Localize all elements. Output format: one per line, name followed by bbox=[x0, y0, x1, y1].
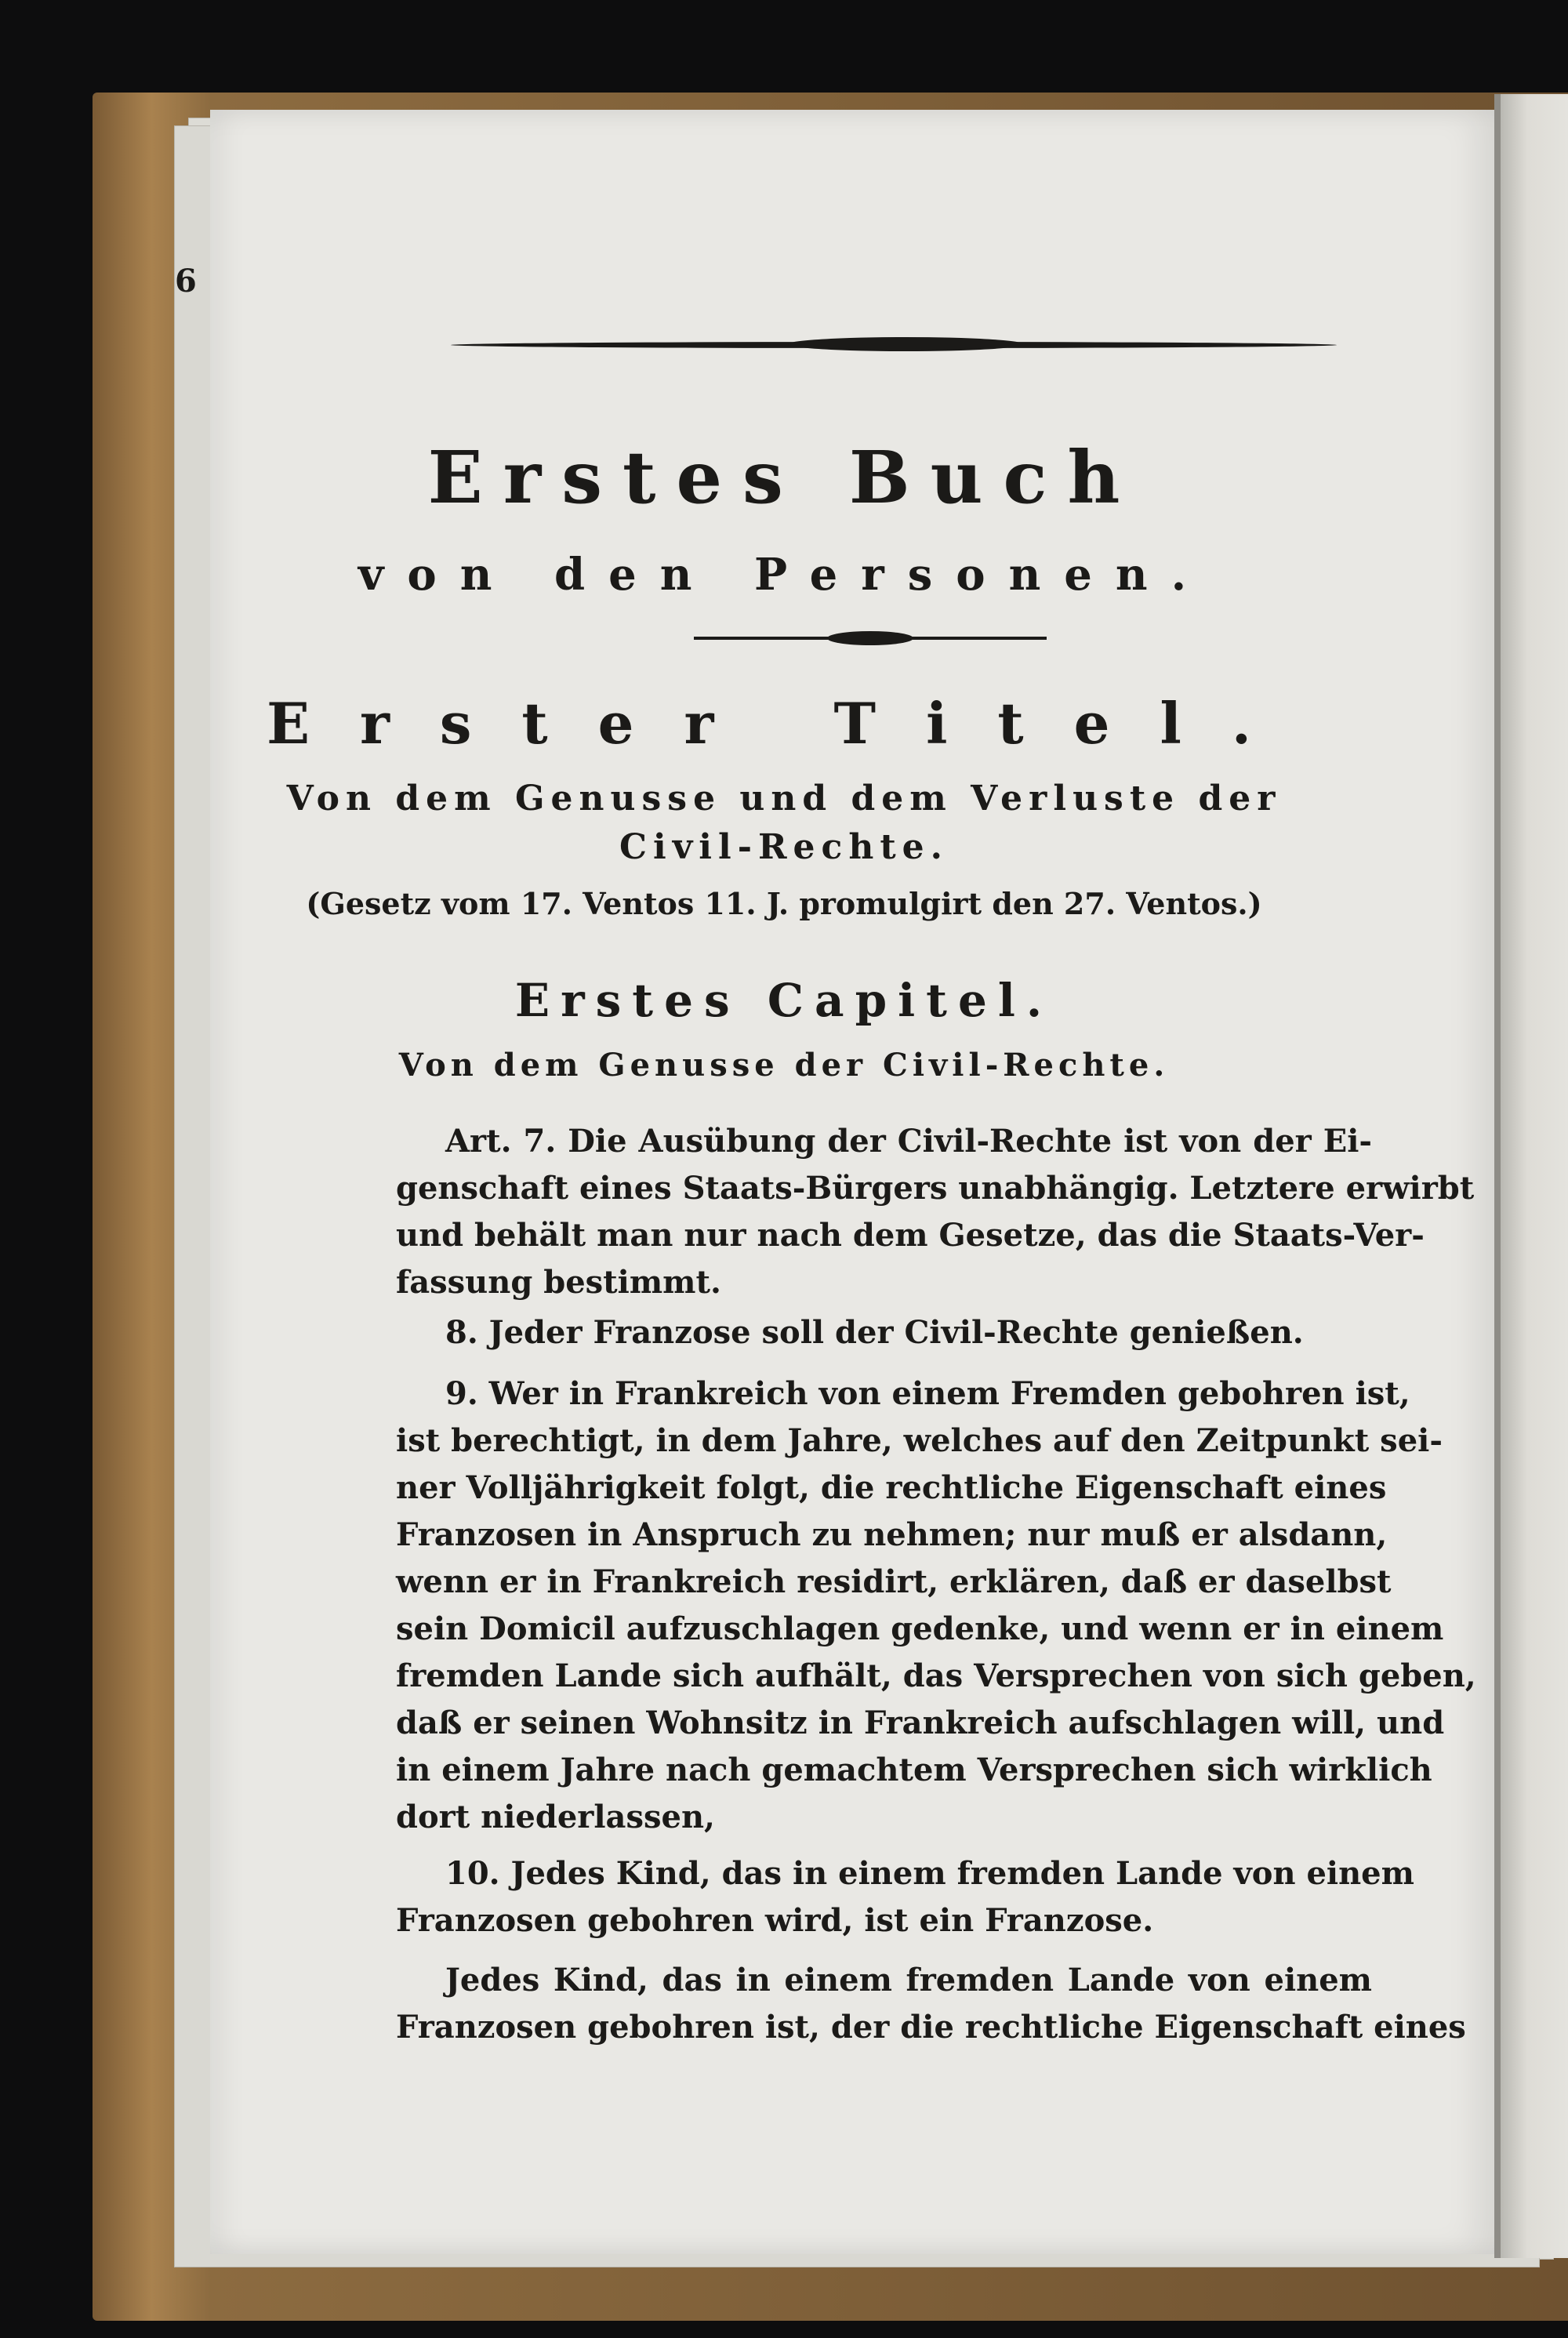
body-line: und behält man nur nach dem Gesetze, das die Staats-Ver- bbox=[396, 1217, 1425, 1254]
body-line: 10. Jedes Kind, das in einem fremden Lande von einem bbox=[445, 1855, 1414, 1892]
law-note: (Gesetz vom 17. Ventos 11. J. promulgirt den 27. Ventos.) bbox=[306, 886, 1262, 921]
title-subheading-line: Von dem Genusse und dem Verluste der bbox=[286, 779, 1282, 819]
body-line: wenn er in Frankreich residirt, erklären, daß er daselbst bbox=[396, 1563, 1392, 1600]
body-line: genschaft eines Staats-Bürgers unabhängig. Letztere erwirbt bbox=[396, 1170, 1475, 1207]
ornament-divider bbox=[694, 637, 1047, 640]
body-line: dort niederlassen, bbox=[396, 1799, 715, 1835]
book-title: Erstes Buch bbox=[427, 435, 1141, 520]
body-line: fassung bestimmt. bbox=[396, 1264, 721, 1301]
body-line: Franzosen in Anspruch zu nehmen; nur muß er alsdann, bbox=[396, 1516, 1388, 1553]
header-rule bbox=[451, 342, 1337, 348]
chapter-subheading: Von dem Genusse der Civil-Rechte. bbox=[398, 1047, 1170, 1084]
title-subheading-line: Civil-Rechte. bbox=[619, 827, 949, 867]
body-line: daß er seinen Wohnsitz in Frankreich aufschlagen will, und bbox=[396, 1704, 1445, 1741]
body-line: fremden Lande sich aufhält, das Versprechen von sich geben, bbox=[396, 1657, 1476, 1694]
body-line: in einem Jahre nach gemachtem Versprechen sich wirklich bbox=[396, 1752, 1432, 1788]
chapter-heading: Erstes Capitel. bbox=[514, 974, 1054, 1027]
page-number: 6 bbox=[175, 263, 197, 300]
body-line: ner Volljährigkeit folgt, die rechtliche Eigenschaft eines bbox=[396, 1469, 1387, 1506]
body-line: 9. Wer in Frankreich von einem Fremden gebohren ist, bbox=[445, 1375, 1410, 1412]
body-line: Franzosen gebohren wird, ist ein Franzose. bbox=[396, 1902, 1154, 1939]
body-line: Jedes Kind, das in einem fremden Lande von einem bbox=[445, 1962, 1372, 1999]
body-line: 8. Jeder Franzose soll der Civil-Rechte genießen. bbox=[445, 1314, 1304, 1351]
body-line: sein Domicil aufzuschlagen gedenke, und wenn er in einem bbox=[396, 1610, 1444, 1647]
body-line: ist berechtigt, in dem Jahre, welches auf den Zeitpunkt sei- bbox=[396, 1422, 1443, 1459]
body-line: Franzosen gebohren ist, der die rechtliche Eigenschaft eines bbox=[396, 2009, 1466, 2046]
body-line: Art. 7. Die Ausübung der Civil-Rechte ist von der Ei- bbox=[445, 1123, 1372, 1160]
book-subtitle: von den Personen. bbox=[358, 549, 1210, 601]
title-heading: Erster Titel. bbox=[267, 690, 1301, 757]
